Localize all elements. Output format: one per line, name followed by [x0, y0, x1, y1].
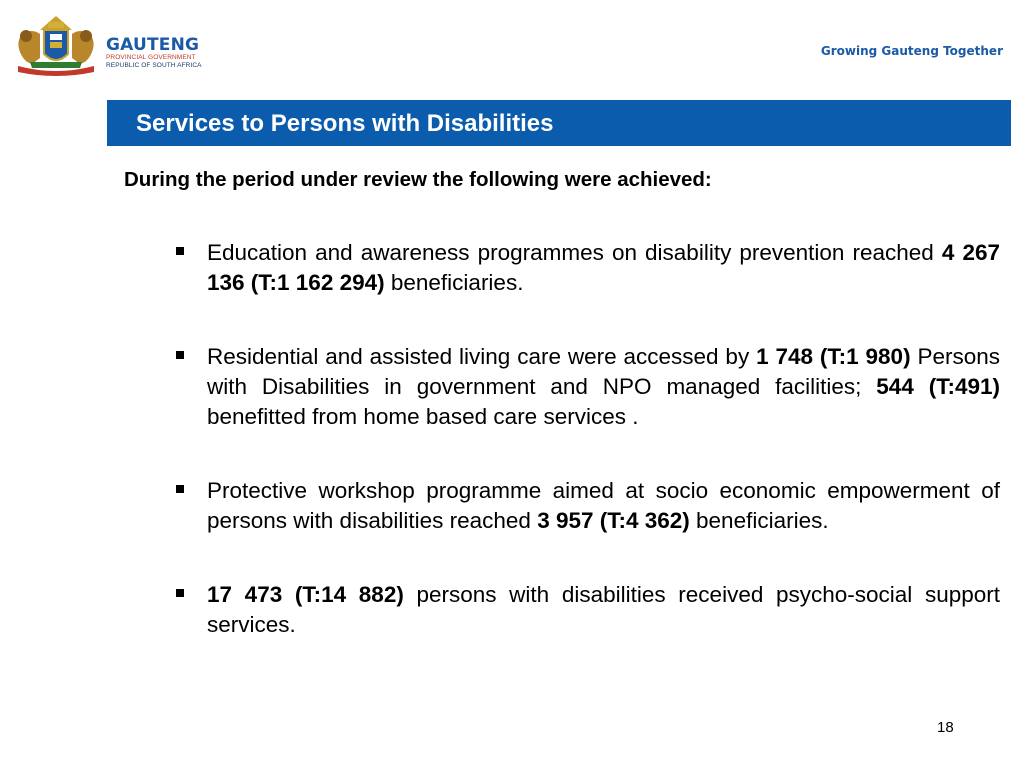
logo-subtitle-2: REPUBLIC OF SOUTH AFRICA: [106, 62, 202, 69]
gauteng-logo: [10, 12, 210, 78]
square-bullet-icon: [176, 589, 184, 597]
square-bullet-icon: [176, 351, 184, 359]
bullet-text: Residential and assisted living care were accessed by 1 748 (T:1 980) Persons with Disabilities in government and NPO managed facilities; 544 (T:491) benefitted from home based care services .: [207, 344, 1000, 429]
bullet-text: Protective workshop programme aimed at socio economic empowerment of persons with disabilities reached 3 957 (T:4 362) beneficiaries.: [207, 478, 1000, 533]
list-item: [174, 580, 1000, 640]
logo-name: GAUTENG: [106, 35, 200, 55]
bullet-text: 17 473 (T:14 882) persons with disabilities received psycho-social support services.: [207, 582, 1000, 637]
square-bullet-icon: [176, 247, 184, 255]
title-bar: [107, 100, 1011, 146]
coat-of-arms-icon: [10, 12, 102, 78]
list-item: [174, 342, 1000, 432]
logo-wordmark: [106, 36, 202, 70]
square-bullet-icon: [176, 485, 184, 493]
tagline: Growing Gauteng Together: [820, 44, 1003, 58]
page-number: 18: [937, 719, 954, 736]
intro-text: During the period under review the following were achieved:: [124, 168, 712, 191]
logo-subtitle-1: PROVINCIAL GOVERNMENT: [106, 54, 196, 61]
list-item: [174, 476, 1000, 536]
bullet-list: [174, 238, 1000, 684]
list-item: [174, 238, 1000, 298]
bullet-text: Education and awareness programmes on disability prevention reached 4 267 136 (T:1 162 294) beneficiaries.: [207, 240, 1001, 295]
slide-title: Services to Persons with Disabilities: [136, 110, 554, 137]
